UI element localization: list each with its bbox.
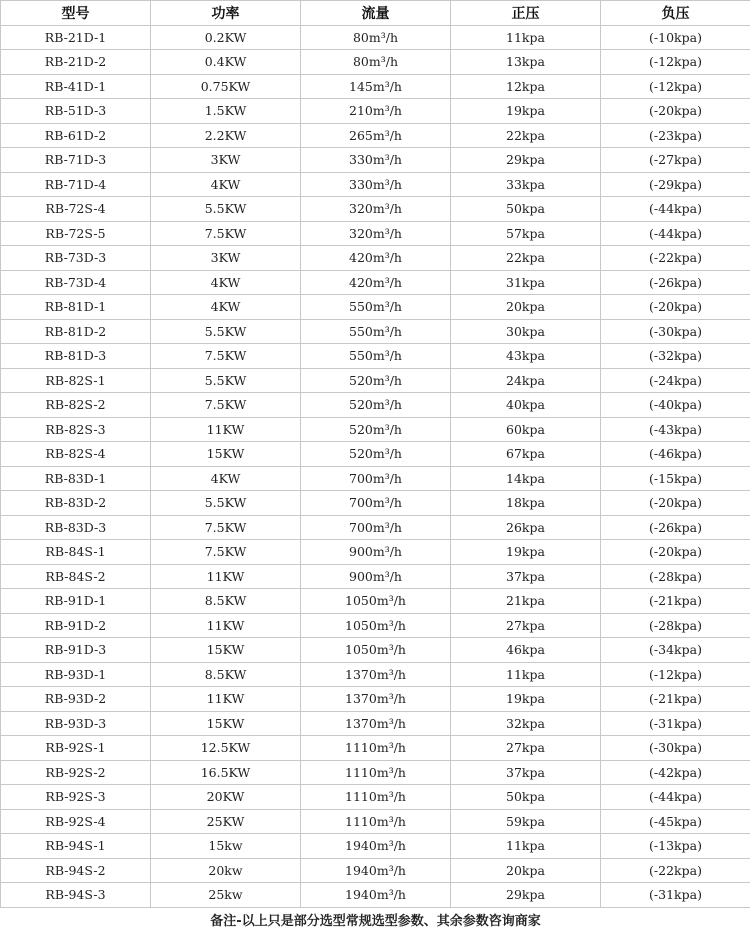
flow-cell: 520m³/h: [301, 417, 451, 442]
negative-pressure-cell: (-30kpa): [601, 319, 750, 344]
table-row: [1, 172, 750, 197]
flow-cell: 420m³/h: [301, 270, 451, 295]
negative-pressure-cell: (-21kpa): [601, 589, 750, 614]
positive-pressure-cell: 40kpa: [451, 393, 601, 418]
positive-pressure-cell: 59kpa: [451, 809, 601, 834]
positive-pressure-cell: 12kpa: [451, 74, 601, 99]
flow-cell: 700m³/h: [301, 515, 451, 540]
positive-pressure-cell: 14kpa: [451, 466, 601, 491]
flow-cell: 330m³/h: [301, 172, 451, 197]
positive-pressure-cell: 19kpa: [451, 687, 601, 712]
power-cell: 25KW: [151, 809, 301, 834]
model-cell: RB-92S-2: [1, 760, 151, 785]
flow-cell: 80m³/h: [301, 50, 451, 75]
negative-pressure-cell: (-20kpa): [601, 491, 750, 516]
power-cell: 15KW: [151, 711, 301, 736]
power-cell: 16.5KW: [151, 760, 301, 785]
power-cell: 7.5KW: [151, 221, 301, 246]
power-cell: 15kw: [151, 834, 301, 859]
negative-pressure-cell: (-20kpa): [601, 295, 750, 320]
negative-pressure-cell: (-20kpa): [601, 540, 750, 565]
negative-pressure-cell: (-28kpa): [601, 613, 750, 638]
negative-pressure-cell: (-26kpa): [601, 270, 750, 295]
power-cell: 25kw: [151, 883, 301, 908]
flow-cell: 145m³/h: [301, 74, 451, 99]
negative-pressure-cell: (-42kpa): [601, 760, 750, 785]
positive-pressure-cell: 18kpa: [451, 491, 601, 516]
model-cell: RB-51D-3: [1, 99, 151, 124]
positive-pressure-cell: 21kpa: [451, 589, 601, 614]
positive-pressure-cell: 24kpa: [451, 368, 601, 393]
table-row: [1, 638, 750, 663]
negative-pressure-cell: (-22kpa): [601, 858, 750, 883]
table-row: [1, 99, 750, 124]
table-row: [1, 246, 750, 271]
negative-pressure-cell: (-34kpa): [601, 638, 750, 663]
table-row: [1, 809, 750, 834]
flow-cell: 320m³/h: [301, 197, 451, 222]
flow-cell: 900m³/h: [301, 540, 451, 565]
power-cell: 5.5KW: [151, 368, 301, 393]
flow-cell: 1940m³/h: [301, 834, 451, 859]
negative-pressure-cell: (-45kpa): [601, 809, 750, 834]
table-row: [1, 760, 750, 785]
flow-cell: 1050m³/h: [301, 589, 451, 614]
negative-pressure-cell: (-10kpa): [601, 25, 750, 50]
flow-cell: 265m³/h: [301, 123, 451, 148]
power-cell: 7.5KW: [151, 515, 301, 540]
flow-cell: 420m³/h: [301, 246, 451, 271]
negative-pressure-cell: (-28kpa): [601, 564, 750, 589]
negative-pressure-cell: (-31kpa): [601, 711, 750, 736]
flow-cell: 320m³/h: [301, 221, 451, 246]
negative-pressure-cell: (-31kpa): [601, 883, 750, 908]
flow-cell: 1110m³/h: [301, 809, 451, 834]
power-cell: 11KW: [151, 564, 301, 589]
flow-cell: 700m³/h: [301, 466, 451, 491]
table-row: [1, 785, 750, 810]
table-row: [1, 123, 750, 148]
model-cell: RB-81D-2: [1, 319, 151, 344]
power-cell: 12.5KW: [151, 736, 301, 761]
positive-pressure-cell: 31kpa: [451, 270, 601, 295]
power-cell: 5.5KW: [151, 491, 301, 516]
header-model: 型号: [1, 1, 151, 26]
power-cell: 0.2KW: [151, 25, 301, 50]
model-cell: RB-92S-4: [1, 809, 151, 834]
negative-pressure-cell: (-23kpa): [601, 123, 750, 148]
model-cell: RB-73D-3: [1, 246, 151, 271]
positive-pressure-cell: 26kpa: [451, 515, 601, 540]
negative-pressure-cell: (-29kpa): [601, 172, 750, 197]
negative-pressure-cell: (-32kpa): [601, 344, 750, 369]
power-cell: 7.5KW: [151, 540, 301, 565]
table-row: [1, 883, 750, 908]
table-row: [1, 589, 750, 614]
negative-pressure-cell: (-43kpa): [601, 417, 750, 442]
power-cell: 11KW: [151, 613, 301, 638]
model-cell: RB-83D-3: [1, 515, 151, 540]
power-cell: 4KW: [151, 466, 301, 491]
header-flow: 流量: [301, 1, 451, 26]
flow-cell: 1370m³/h: [301, 687, 451, 712]
header-positive-pressure: 正压: [451, 1, 601, 26]
table-row: [1, 221, 750, 246]
model-cell: RB-83D-2: [1, 491, 151, 516]
power-cell: 3KW: [151, 148, 301, 173]
table-row: [1, 393, 750, 418]
positive-pressure-cell: 27kpa: [451, 613, 601, 638]
table-row: [1, 858, 750, 883]
table-row: [1, 662, 750, 687]
power-cell: 2.2KW: [151, 123, 301, 148]
power-cell: 15KW: [151, 638, 301, 663]
model-cell: RB-84S-1: [1, 540, 151, 565]
power-cell: 0.4KW: [151, 50, 301, 75]
power-cell: 20KW: [151, 785, 301, 810]
model-cell: RB-73D-4: [1, 270, 151, 295]
negative-pressure-cell: (-20kpa): [601, 99, 750, 124]
positive-pressure-cell: 27kpa: [451, 736, 601, 761]
flow-cell: 1110m³/h: [301, 760, 451, 785]
table-row: [1, 711, 750, 736]
positive-pressure-cell: 50kpa: [451, 197, 601, 222]
model-cell: RB-81D-1: [1, 295, 151, 320]
flow-cell: 520m³/h: [301, 393, 451, 418]
model-cell: RB-92S-3: [1, 785, 151, 810]
flow-cell: 1110m³/h: [301, 736, 451, 761]
model-cell: RB-71D-3: [1, 148, 151, 173]
positive-pressure-cell: 67kpa: [451, 442, 601, 467]
flow-cell: 1940m³/h: [301, 883, 451, 908]
negative-pressure-cell: (-15kpa): [601, 466, 750, 491]
model-cell: RB-93D-2: [1, 687, 151, 712]
table-row: [1, 344, 750, 369]
positive-pressure-cell: 37kpa: [451, 564, 601, 589]
model-cell: RB-91D-1: [1, 589, 151, 614]
flow-cell: 1050m³/h: [301, 638, 451, 663]
power-cell: 4KW: [151, 295, 301, 320]
model-cell: RB-93D-3: [1, 711, 151, 736]
model-cell: RB-93D-1: [1, 662, 151, 687]
positive-pressure-cell: 11kpa: [451, 662, 601, 687]
header-negative-pressure: 负压: [601, 1, 750, 26]
power-cell: 4KW: [151, 270, 301, 295]
positive-pressure-cell: 11kpa: [451, 834, 601, 859]
model-cell: RB-91D-2: [1, 613, 151, 638]
negative-pressure-cell: (-26kpa): [601, 515, 750, 540]
table-body: [1, 25, 750, 907]
positive-pressure-cell: 29kpa: [451, 883, 601, 908]
positive-pressure-cell: 37kpa: [451, 760, 601, 785]
power-cell: 5.5KW: [151, 319, 301, 344]
power-cell: 8.5KW: [151, 589, 301, 614]
model-cell: RB-82S-2: [1, 393, 151, 418]
power-cell: 11KW: [151, 417, 301, 442]
table-row: [1, 270, 750, 295]
positive-pressure-cell: 20kpa: [451, 295, 601, 320]
table-row: [1, 197, 750, 222]
table-row: [1, 295, 750, 320]
power-cell: 5.5KW: [151, 197, 301, 222]
positive-pressure-cell: 33kpa: [451, 172, 601, 197]
table-row: [1, 25, 750, 50]
flow-cell: 330m³/h: [301, 148, 451, 173]
positive-pressure-cell: 22kpa: [451, 246, 601, 271]
header-power: 功率: [151, 1, 301, 26]
table-row: [1, 368, 750, 393]
flow-cell: 1050m³/h: [301, 613, 451, 638]
positive-pressure-cell: 22kpa: [451, 123, 601, 148]
table-row: [1, 148, 750, 173]
negative-pressure-cell: (-13kpa): [601, 834, 750, 859]
flow-cell: 550m³/h: [301, 319, 451, 344]
model-cell: RB-21D-2: [1, 50, 151, 75]
power-cell: 8.5KW: [151, 662, 301, 687]
model-cell: RB-82S-4: [1, 442, 151, 467]
model-cell: RB-41D-1: [1, 74, 151, 99]
model-cell: RB-72S-5: [1, 221, 151, 246]
positive-pressure-cell: 19kpa: [451, 540, 601, 565]
positive-pressure-cell: 43kpa: [451, 344, 601, 369]
flow-cell: 550m³/h: [301, 344, 451, 369]
power-cell: 1.5KW: [151, 99, 301, 124]
power-cell: 15KW: [151, 442, 301, 467]
model-cell: RB-83D-1: [1, 466, 151, 491]
negative-pressure-cell: (-44kpa): [601, 197, 750, 222]
negative-pressure-cell: (-12kpa): [601, 50, 750, 75]
table-row: [1, 491, 750, 516]
positive-pressure-cell: 46kpa: [451, 638, 601, 663]
positive-pressure-cell: 30kpa: [451, 319, 601, 344]
positive-pressure-cell: 13kpa: [451, 50, 601, 75]
footnote: 备注-以上只是部分选型常规选型参数、其余参数咨询商家: [1, 907, 750, 931]
table-row: [1, 466, 750, 491]
positive-pressure-cell: 57kpa: [451, 221, 601, 246]
table-row: [1, 540, 750, 565]
positive-pressure-cell: 11kpa: [451, 25, 601, 50]
negative-pressure-cell: (-40kpa): [601, 393, 750, 418]
negative-pressure-cell: (-30kpa): [601, 736, 750, 761]
table-row: [1, 50, 750, 75]
positive-pressure-cell: 20kpa: [451, 858, 601, 883]
table-row: [1, 834, 750, 859]
flow-cell: 700m³/h: [301, 491, 451, 516]
negative-pressure-cell: (-27kpa): [601, 148, 750, 173]
table-row: [1, 515, 750, 540]
flow-cell: 550m³/h: [301, 295, 451, 320]
power-cell: 11KW: [151, 687, 301, 712]
header-row: [1, 1, 750, 26]
negative-pressure-cell: (-46kpa): [601, 442, 750, 467]
model-cell: RB-72S-4: [1, 197, 151, 222]
positive-pressure-cell: 50kpa: [451, 785, 601, 810]
power-cell: 0.75KW: [151, 74, 301, 99]
negative-pressure-cell: (-44kpa): [601, 785, 750, 810]
model-cell: RB-82S-3: [1, 417, 151, 442]
negative-pressure-cell: (-12kpa): [601, 74, 750, 99]
footnote-row: [1, 907, 750, 931]
table-row: [1, 74, 750, 99]
table-row: [1, 687, 750, 712]
flow-cell: 210m³/h: [301, 99, 451, 124]
power-cell: 3KW: [151, 246, 301, 271]
model-cell: RB-94S-2: [1, 858, 151, 883]
table-row: [1, 613, 750, 638]
power-cell: 7.5KW: [151, 344, 301, 369]
model-cell: RB-94S-3: [1, 883, 151, 908]
positive-pressure-cell: 32kpa: [451, 711, 601, 736]
flow-cell: 1370m³/h: [301, 662, 451, 687]
positive-pressure-cell: 19kpa: [451, 99, 601, 124]
model-cell: RB-82S-1: [1, 368, 151, 393]
model-cell: RB-81D-3: [1, 344, 151, 369]
model-cell: RB-84S-2: [1, 564, 151, 589]
model-cell: RB-61D-2: [1, 123, 151, 148]
flow-cell: 1940m³/h: [301, 858, 451, 883]
flow-cell: 520m³/h: [301, 442, 451, 467]
table-row: [1, 442, 750, 467]
flow-cell: 1370m³/h: [301, 711, 451, 736]
table-row: [1, 564, 750, 589]
power-cell: 7.5KW: [151, 393, 301, 418]
model-cell: RB-92S-1: [1, 736, 151, 761]
table-row: [1, 736, 750, 761]
flow-cell: 80m³/h: [301, 25, 451, 50]
negative-pressure-cell: (-12kpa): [601, 662, 750, 687]
negative-pressure-cell: (-21kpa): [601, 687, 750, 712]
negative-pressure-cell: (-24kpa): [601, 368, 750, 393]
flow-cell: 1110m³/h: [301, 785, 451, 810]
negative-pressure-cell: (-44kpa): [601, 221, 750, 246]
positive-pressure-cell: 60kpa: [451, 417, 601, 442]
negative-pressure-cell: (-22kpa): [601, 246, 750, 271]
model-cell: RB-91D-3: [1, 638, 151, 663]
model-cell: RB-71D-4: [1, 172, 151, 197]
model-cell: RB-21D-1: [1, 25, 151, 50]
power-cell: 20kw: [151, 858, 301, 883]
table-row: [1, 319, 750, 344]
model-cell: RB-94S-1: [1, 834, 151, 859]
positive-pressure-cell: 29kpa: [451, 148, 601, 173]
flow-cell: 520m³/h: [301, 368, 451, 393]
flow-cell: 900m³/h: [301, 564, 451, 589]
table-row: [1, 417, 750, 442]
power-cell: 4KW: [151, 172, 301, 197]
